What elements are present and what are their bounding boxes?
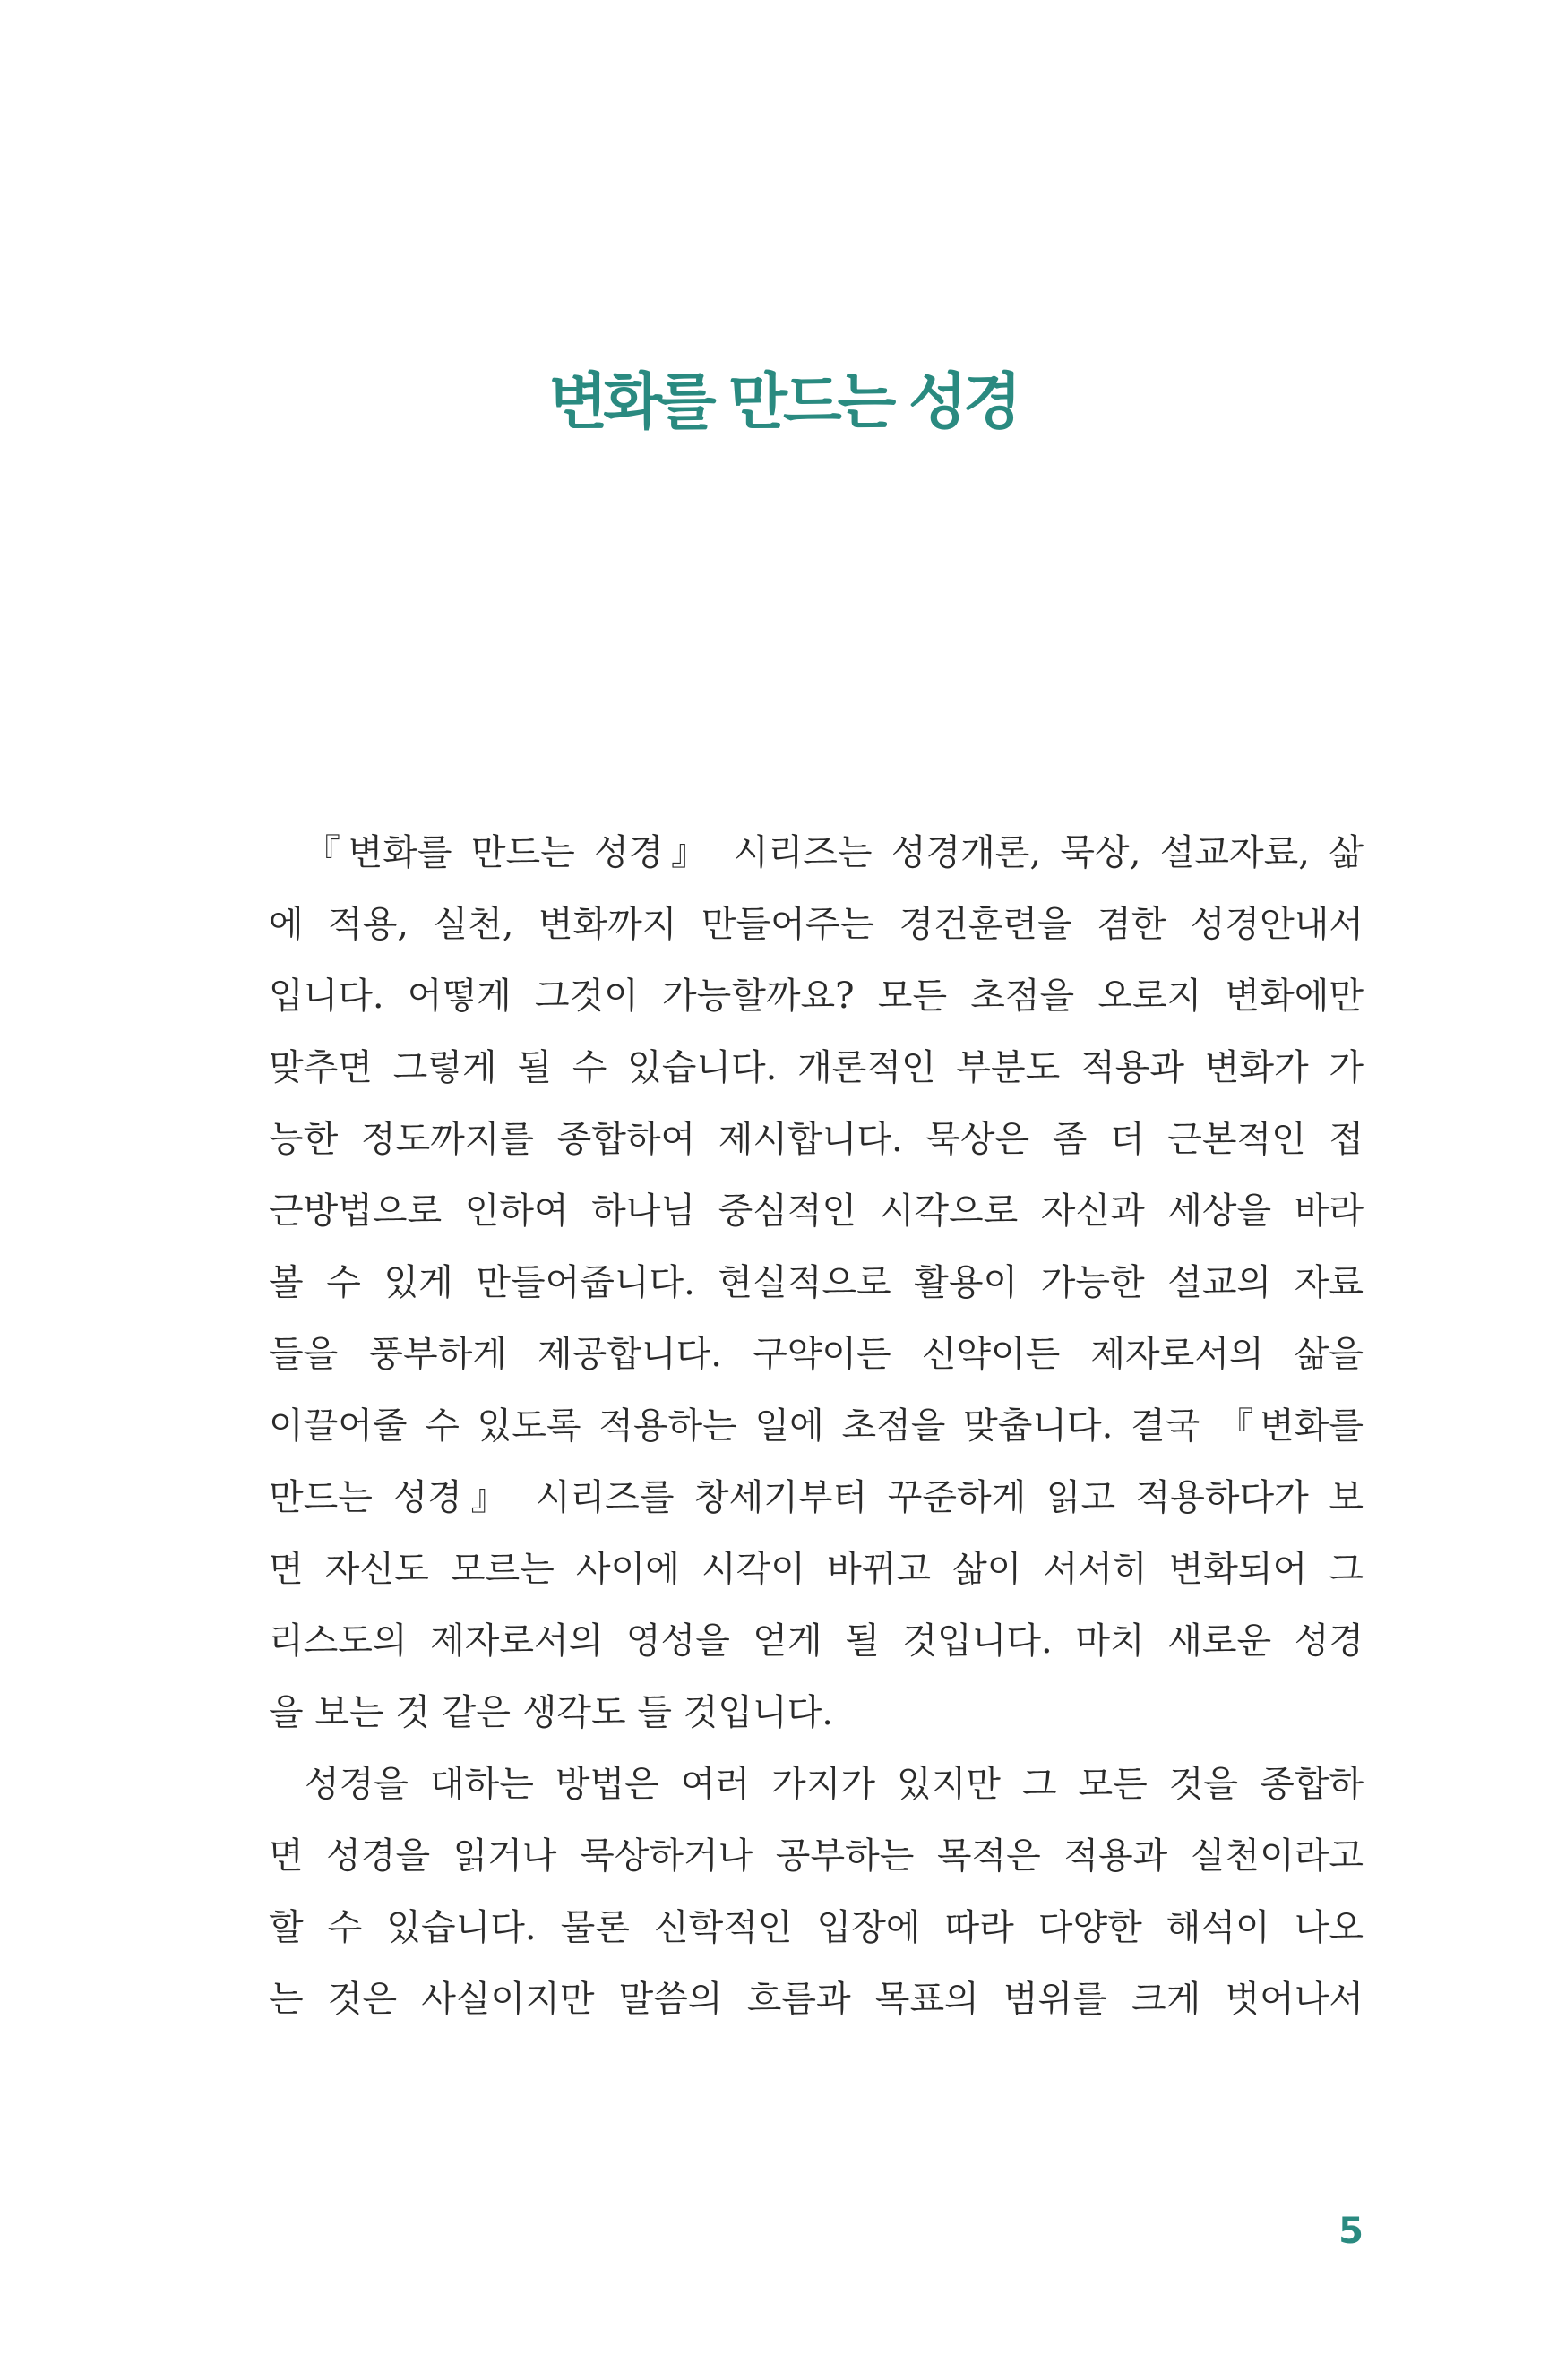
page-number: 5: [1338, 2211, 1364, 2252]
body-line: 면 성경을 읽거나 묵상하거나 공부하는 목적은 적용과 실천이라고: [269, 1835, 1364, 1877]
body-line: 에 적용, 실천, 변화까지 만들어주는 경건훈련을 겸한 성경안내서: [269, 904, 1364, 945]
body-line: 『변화를 만드는 성경』 시리즈는 성경개론, 묵상, 설교자료, 삶: [305, 832, 1364, 873]
body-line: 들을 풍부하게 제공합니다. 구약이든 신약이든 제자로서의 삶을: [269, 1334, 1364, 1375]
body-line: 을 보는 것 같은 생각도 들 것입니다.: [269, 1692, 833, 1733]
body-line: 입니다. 어떻게 그것이 가능할까요? 모든 초점을 오로지 변화에만: [269, 975, 1364, 1017]
body-line: 근방법으로 인하여 하나님 중심적인 시각으로 자신과 세상을 바라: [269, 1190, 1364, 1232]
body-line: 만드는 성경』 시리즈를 창세기부터 꾸준하게 읽고 적용하다가 보: [269, 1477, 1364, 1518]
body-line: 성경을 대하는 방법은 여러 가지가 있지만 그 모든 것을 종합하: [305, 1764, 1364, 1805]
body-line: 리스도의 제자로서의 영성을 얻게 될 것입니다. 마치 새로운 성경: [269, 1620, 1364, 1662]
page-title: 변화를 만드는 성경: [548, 367, 1018, 438]
body-text: [269, 817, 1364, 2035]
body-line: 능한 정도까지를 종합하여 제시합니다. 묵상은 좀 더 근본적인 접: [269, 1119, 1364, 1160]
body-line: 맞추면 그렇게 될 수 있습니다. 개론적인 부분도 적용과 변화가 가: [269, 1047, 1364, 1088]
body-line: 는 것은 사실이지만 말씀의 흐름과 목표의 범위를 크게 벗어나서: [269, 1979, 1364, 2020]
body-line: 면 자신도 모르는 사이에 시각이 바뀌고 삶이 서서히 변화되어 그: [269, 1549, 1364, 1590]
body-line: 할 수 있습니다. 물론 신학적인 입장에 따라 다양한 해석이 나오: [269, 1907, 1364, 1948]
body-line: 볼 수 있게 만들어줍니다. 현실적으로 활용이 가능한 설교의 자료: [269, 1262, 1364, 1303]
body-line: 이끌어줄 수 있도록 적용하는 일에 초점을 맞춥니다. 결국 『변화를: [269, 1405, 1364, 1447]
